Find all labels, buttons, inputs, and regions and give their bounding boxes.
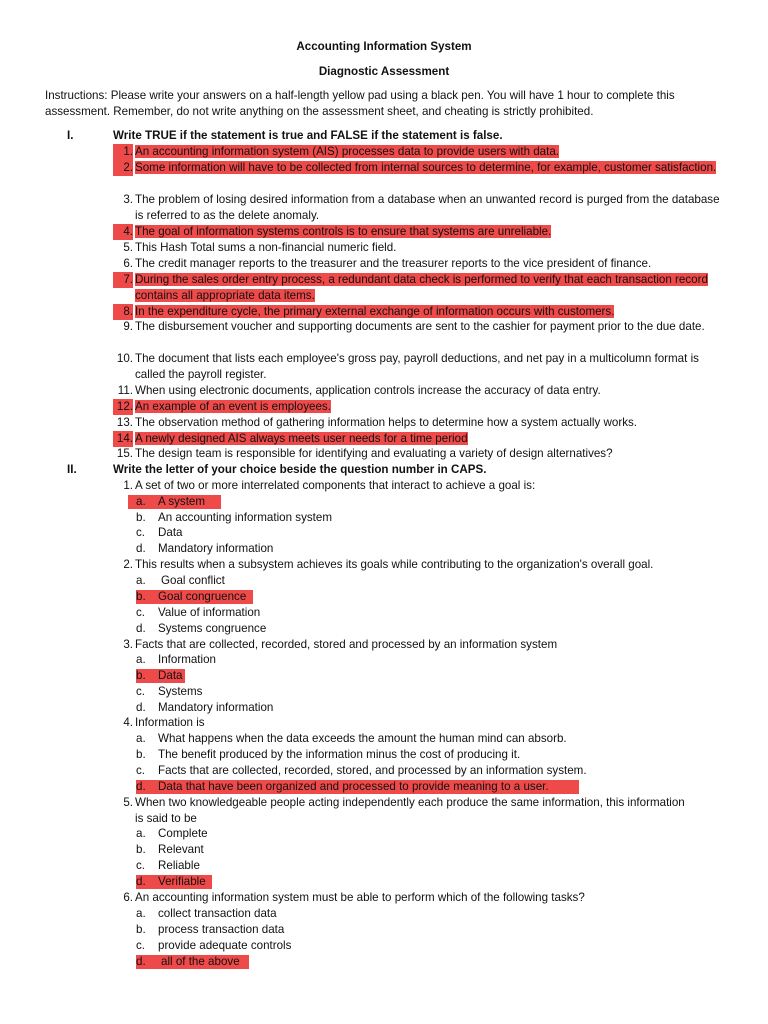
option-text: Data that have been organized and processed to provide meaning to a user. (158, 780, 549, 793)
item-number: 14. (113, 431, 133, 447)
option-text: Relevant (158, 843, 204, 856)
option-letter: b. (136, 843, 146, 856)
question-number: 3. (123, 638, 133, 651)
section-1-heading: Write TRUE if the statement is true and FALSE if the statement is false. (113, 129, 503, 142)
option-letter: a. (136, 827, 146, 840)
item-text: When using electronic documents, application controls increase the accuracy of data entry. (135, 384, 601, 397)
option-letter: c. (136, 526, 146, 539)
question-text: An accounting information system must be able to perform which of the following tasks? (135, 891, 585, 904)
option-letter: b. (136, 511, 146, 524)
item-number: 9. (123, 320, 133, 333)
item-text: The credit manager reports to the treasurer and the treasurer reports to the vice president of finance. (135, 257, 652, 270)
option-text: Systems (158, 685, 203, 698)
question-text: Facts that are collected, recorded, stored and processed by an information system (135, 638, 558, 651)
item-text (135, 304, 731, 320)
option-letter: d. (136, 875, 146, 888)
option-letter: b. (136, 923, 146, 936)
option-text: Value of information (158, 606, 261, 619)
option-letter: c. (136, 685, 146, 698)
item-number: 6. (123, 257, 133, 270)
item-text: The disbursement voucher and supporting documents are sent to the cashier for payment prior to the due date. (135, 320, 705, 333)
item-number: 12. (113, 399, 133, 415)
option-text: Facts that are collected, recorded, stored, and processed by an information system. (158, 764, 587, 777)
option-letter: d. (136, 622, 146, 635)
option-text: Verifiable (158, 875, 206, 888)
option-letter: a. (136, 495, 146, 508)
highlighted-answer: In the expenditure cycle, the primary external exchange of information occurs with customers. (135, 305, 615, 318)
section-2-heading: Write the letter of your choice beside the question number in CAPS. (113, 463, 487, 476)
question-number: 4. (123, 716, 133, 729)
item-text: The document that lists each employee's gross pay, payroll deductions, and net pay in a multicolumn format is called the payroll register. (135, 352, 699, 381)
option-letter: d. (136, 542, 146, 555)
option-text: all of the above (161, 955, 240, 968)
option-text: Goal congruence (158, 590, 247, 603)
item-number: 13. (116, 416, 133, 429)
question-number: 6. (123, 891, 133, 904)
option-letter: b. (136, 669, 146, 682)
question-text: A set of two or more interrelated components that interact to achieve a goal is: (135, 479, 536, 492)
highlighted-answer: An example of an event is employees. (135, 400, 331, 413)
option-text: process transaction data (158, 923, 285, 936)
item-number: 7. (113, 272, 133, 288)
option-letter: b. (136, 748, 146, 761)
item-text: The observation method of gathering information helps to determine how a system actually works. (135, 416, 638, 429)
option-text: Mandatory information (158, 542, 274, 555)
item-text (135, 399, 731, 415)
highlighted-answer: Some information will have to be collected from internal sources to determine, for example, customer satisfaction. (135, 161, 717, 174)
option-text: The benefit produced by the information minus the cost of producing it. (158, 748, 521, 761)
option-letter: d. (136, 955, 146, 968)
option-text: Data (158, 526, 183, 539)
option-letter: c. (136, 606, 146, 619)
instructions-text: Instructions: Please write your answers on a half-length yellow pad using a black pen. You will have 1 hour to complete this assessment. Remember, do not write anything on the assessment sheet, and cheating is strictly prohibited. (45, 89, 675, 118)
item-number: 11. (117, 384, 133, 397)
option-text: Mandatory information (158, 701, 274, 714)
item-text: The problem of losing desired information from a database when an unwanted record is purged from the database is referred to as the delete anomaly. (135, 193, 720, 222)
question-number: 5. (123, 796, 133, 809)
question-number: 2. (123, 558, 133, 571)
option-letter: d. (136, 701, 146, 714)
item-number: 10. (116, 352, 133, 365)
document-subtitle: Diagnostic Assessment (318, 65, 450, 78)
option-letter: c. (136, 764, 146, 777)
item-text (135, 160, 731, 176)
option-text: provide adequate controls (158, 939, 292, 952)
section-1-number: I. (67, 129, 74, 142)
option-letter: a. (136, 907, 146, 920)
highlighted-answer: A newly designed AIS always meets user needs for a time period (135, 432, 468, 445)
item-text: This Hash Total sums a non-financial numeric field. (135, 241, 397, 254)
highlighted-answer: During the sales order entry process, a redundant data check is performed to verify that each transaction record contains all appropriate data items. (135, 273, 708, 302)
option-letter: b. (136, 590, 146, 603)
item-number: 15. (116, 447, 133, 460)
option-text: Reliable (158, 859, 200, 872)
question-number: 1. (123, 479, 133, 492)
highlighted-answer: The goal of information systems controls is to ensure that systems are unreliable. (135, 225, 552, 238)
option-text: A system (158, 495, 206, 508)
item-number: 5. (123, 241, 133, 254)
item-number: 4. (113, 224, 133, 240)
question-text: When two knowledgeable people acting independently each produce the same information, this information is said to be (135, 796, 685, 825)
document-title: Accounting Information System (296, 40, 472, 53)
item-number: 2. (113, 160, 133, 176)
option-letter: d. (136, 780, 146, 793)
option-text: Systems congruence (158, 622, 267, 635)
option-text: collect transaction data (158, 907, 277, 920)
option-letter: a. (136, 653, 146, 666)
option-letter: c. (136, 859, 146, 872)
item-number: 1. (113, 144, 133, 160)
option-text: What happens when the data exceeds the amount the human mind can absorb. (158, 732, 567, 745)
option-letter: c. (136, 939, 146, 952)
option-text: Information (158, 653, 216, 666)
item-text (135, 272, 731, 304)
section-2-number: II. (67, 463, 77, 476)
item-text (135, 144, 731, 160)
item-text (135, 224, 731, 240)
item-text: The design team is responsible for identifying and evaluating a variety of design alternatives? (135, 447, 613, 460)
option-text: Complete (158, 827, 208, 840)
option-text: An accounting information system (158, 511, 332, 524)
option-text: Goal conflict (161, 574, 225, 587)
option-letter: a. (136, 574, 146, 587)
item-text (135, 431, 731, 447)
option-letter: a. (136, 732, 146, 745)
highlighted-answer: An accounting information system (AIS) processes data to provide users with data. (135, 145, 560, 158)
item-number: 8. (113, 304, 133, 320)
item-number: 3. (123, 193, 133, 206)
option-text: Data (158, 669, 183, 682)
question-text: This results when a subsystem achieves its goals while contributing to the organization's overall goal. (135, 558, 654, 571)
question-text: Information is (135, 716, 205, 729)
